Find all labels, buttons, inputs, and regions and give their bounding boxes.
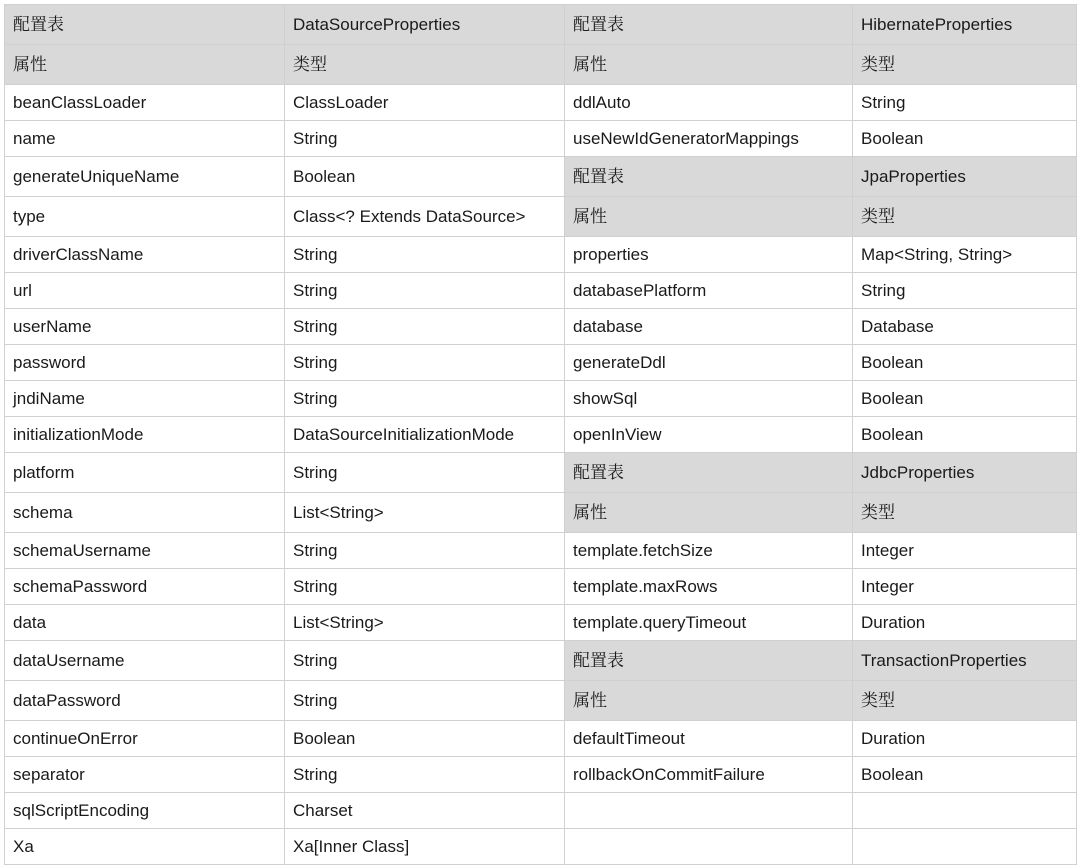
right-type-cell: Duration bbox=[852, 604, 1077, 641]
right-property-cell: ddlAuto bbox=[564, 84, 853, 121]
header-right-type-cell: HibernateProperties bbox=[852, 4, 1077, 45]
left-property-cell: continueOnError bbox=[4, 720, 285, 757]
left-property-cell: beanClassLoader bbox=[4, 84, 285, 121]
left-type-cell: String bbox=[284, 120, 565, 157]
left-type-cell: String bbox=[284, 344, 565, 381]
header-right-property-cell: 属性 bbox=[564, 196, 853, 237]
right-property-cell: openInView bbox=[564, 416, 853, 453]
left-property-cell: password bbox=[4, 344, 285, 381]
header-right-property-cell: 配置表 bbox=[564, 4, 853, 45]
left-type-cell: String bbox=[284, 272, 565, 309]
left-property-cell: userName bbox=[4, 308, 285, 345]
left-type-cell: ClassLoader bbox=[284, 84, 565, 121]
left-property-cell: dataUsername bbox=[4, 640, 285, 681]
left-type-cell: Boolean bbox=[284, 156, 565, 197]
right-type-cell: Boolean bbox=[852, 344, 1077, 381]
left-type-cell: String bbox=[284, 640, 565, 681]
header-left-property-cell: 属性 bbox=[4, 44, 285, 85]
left-type-cell: Xa[Inner Class] bbox=[284, 828, 565, 865]
right-property-cell: useNewIdGeneratorMappings bbox=[564, 120, 853, 157]
right-type-cell: Boolean bbox=[852, 756, 1077, 793]
left-type-cell: Charset bbox=[284, 792, 565, 829]
left-type-cell: DataSourceInitializationMode bbox=[284, 416, 565, 453]
left-type-cell: String bbox=[284, 308, 565, 345]
header-right-type-cell: 类型 bbox=[852, 196, 1077, 237]
right-property-cell bbox=[564, 792, 853, 829]
right-type-cell: String bbox=[852, 272, 1077, 309]
right-type-cell: Boolean bbox=[852, 416, 1077, 453]
left-property-cell: schemaUsername bbox=[4, 532, 285, 569]
left-property-cell: separator bbox=[4, 756, 285, 793]
left-property-cell: data bbox=[4, 604, 285, 641]
left-type-cell: List<String> bbox=[284, 604, 565, 641]
header-right-property-cell: 配置表 bbox=[564, 156, 853, 197]
left-type-cell: Boolean bbox=[284, 720, 565, 757]
left-type-cell: String bbox=[284, 680, 565, 721]
header-right-type-cell: JdbcProperties bbox=[852, 452, 1077, 493]
left-type-cell: String bbox=[284, 236, 565, 273]
right-type-cell bbox=[852, 792, 1077, 829]
right-property-cell: database bbox=[564, 308, 853, 345]
left-property-cell: jndiName bbox=[4, 380, 285, 417]
left-property-cell: platform bbox=[4, 452, 285, 493]
header-right-type-cell: TransactionProperties bbox=[852, 640, 1077, 681]
right-type-cell: Boolean bbox=[852, 380, 1077, 417]
left-property-cell: initializationMode bbox=[4, 416, 285, 453]
right-type-cell: String bbox=[852, 84, 1077, 121]
right-type-cell: Integer bbox=[852, 568, 1077, 605]
header-left-type-cell: 类型 bbox=[284, 44, 565, 85]
right-property-cell: generateDdl bbox=[564, 344, 853, 381]
right-property-cell: defaultTimeout bbox=[564, 720, 853, 757]
right-property-cell bbox=[564, 828, 853, 865]
left-property-cell: Xa bbox=[4, 828, 285, 865]
right-type-cell: Boolean bbox=[852, 120, 1077, 157]
right-type-cell: Map<String, String> bbox=[852, 236, 1077, 273]
left-property-cell: schema bbox=[4, 492, 285, 533]
header-left-type-cell: DataSourceProperties bbox=[284, 4, 565, 45]
header-right-property-cell: 配置表 bbox=[564, 452, 853, 493]
header-right-type-cell: 类型 bbox=[852, 680, 1077, 721]
left-type-cell: String bbox=[284, 380, 565, 417]
right-property-cell: template.maxRows bbox=[564, 568, 853, 605]
left-property-cell: schemaPassword bbox=[4, 568, 285, 605]
header-right-property-cell: 属性 bbox=[564, 680, 853, 721]
header-right-type-cell: JpaProperties bbox=[852, 156, 1077, 197]
header-right-type-cell: 类型 bbox=[852, 492, 1077, 533]
left-property-cell: name bbox=[4, 120, 285, 157]
left-type-cell: String bbox=[284, 568, 565, 605]
right-property-cell: template.fetchSize bbox=[564, 532, 853, 569]
right-property-cell: rollbackOnCommitFailure bbox=[564, 756, 853, 793]
left-property-cell: generateUniqueName bbox=[4, 156, 285, 197]
left-property-cell: type bbox=[4, 196, 285, 237]
right-property-cell: showSql bbox=[564, 380, 853, 417]
right-type-cell bbox=[852, 828, 1077, 865]
right-property-cell: properties bbox=[564, 236, 853, 273]
left-type-cell: String bbox=[284, 452, 565, 493]
right-type-cell: Duration bbox=[852, 720, 1077, 757]
header-right-property-cell: 属性 bbox=[564, 44, 853, 85]
right-property-cell: template.queryTimeout bbox=[564, 604, 853, 641]
header-left-property-cell: 配置表 bbox=[4, 4, 285, 45]
left-property-cell: driverClassName bbox=[4, 236, 285, 273]
left-property-cell: dataPassword bbox=[4, 680, 285, 721]
left-property-cell: sqlScriptEncoding bbox=[4, 792, 285, 829]
left-type-cell: String bbox=[284, 532, 565, 569]
right-property-cell: databasePlatform bbox=[564, 272, 853, 309]
header-right-type-cell: 类型 bbox=[852, 44, 1077, 85]
header-right-property-cell: 属性 bbox=[564, 492, 853, 533]
left-type-cell: List<String> bbox=[284, 492, 565, 533]
left-property-cell: url bbox=[4, 272, 285, 309]
right-type-cell: Integer bbox=[852, 532, 1077, 569]
left-type-cell: Class<? Extends DataSource> bbox=[284, 196, 565, 237]
header-right-property-cell: 配置表 bbox=[564, 640, 853, 681]
left-type-cell: String bbox=[284, 756, 565, 793]
right-type-cell: Database bbox=[852, 308, 1077, 345]
